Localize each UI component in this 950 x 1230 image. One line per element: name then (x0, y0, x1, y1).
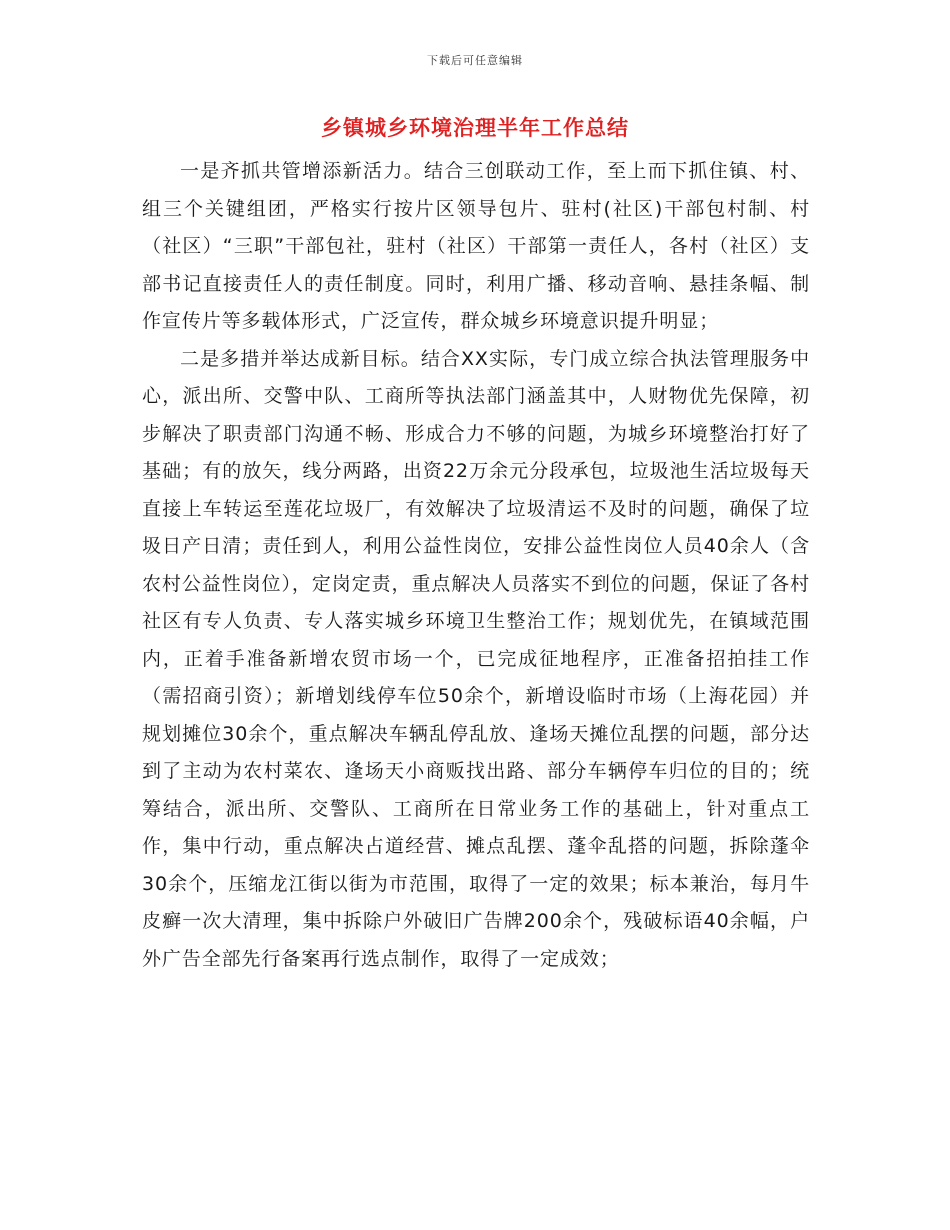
document-body (142, 153, 810, 978)
paragraph-2: 二是多措并举达成新目标。结合XX实际，专门成立综合执法管理服务中心，派出所、交警中队、工商所等执法部门涵盖其中，人财物优先保障，初步解决了职责部门沟通不畅、形成合力不够的问题，为城乡环境整治打好了基础；有的放矢，线分两路，出资22万余元分段承包，垃圾池生活垃圾每天直接上车转运至莲花垃圾厂，有效解决了垃圾清运不及时的问题，确保了垃圾日产日清；责任到人，利用公益性岗位，安排公益性岗位人员40余人（含农村公益性岗位），定岗定责，重点解决人员落实不到位的问题，保证了各村社区有专人负责、专人落实城乡环境卫生整治工作；规划优先，在镇域范围内，正着手准备新增农贸市场一个，已完成征地程序，正准备招拍挂工作（需招商引资）；新增划线停车位50余个，新增设临时市场（上海花园）并规划摊位30余个，重点解决车辆乱停乱放、逢场天摊位乱摆的问题，部分达到了主动为农村菜农、逢场天小商贩找出路、部分车辆停车归位的目的；统筹结合，派出所、交警队、工商所在日常业务工作的基础上，针对重点工作，集中行动，重点解决占道经营、摊点乱摆、蓬伞乱搭的问题，拆除蓬伞30余个，压缩龙江街以街为市范围，取得了一定的效果；标本兼治，每月牛皮癣一次大清理，集中拆除户外破旧广告牌200余个，残破标语40余幅，户外广告全部先行备案再行选点制作，取得了一定成效； (142, 347, 810, 970)
document-title: 乡镇城乡环境治理半年工作总结 (321, 116, 629, 140)
page-header: 下载后可任意编辑 (427, 54, 523, 67)
paragraph-1: 一是齐抓共管增添新活力。结合三创联动工作，至上而下抓住镇、村、组三个关键组团，严格实行按片区领导包片、驻村(社区)干部包村制、村（社区）“三职”干部包社，驻村（社区）干部第一责任人，各村（社区）支部书记直接责任人的责任制度。同时，利用广播、移动音响、悬挂条幅、制作宣传片等多载体形式，广泛宣传，群众城乡环境意识提升明显； (142, 160, 810, 332)
